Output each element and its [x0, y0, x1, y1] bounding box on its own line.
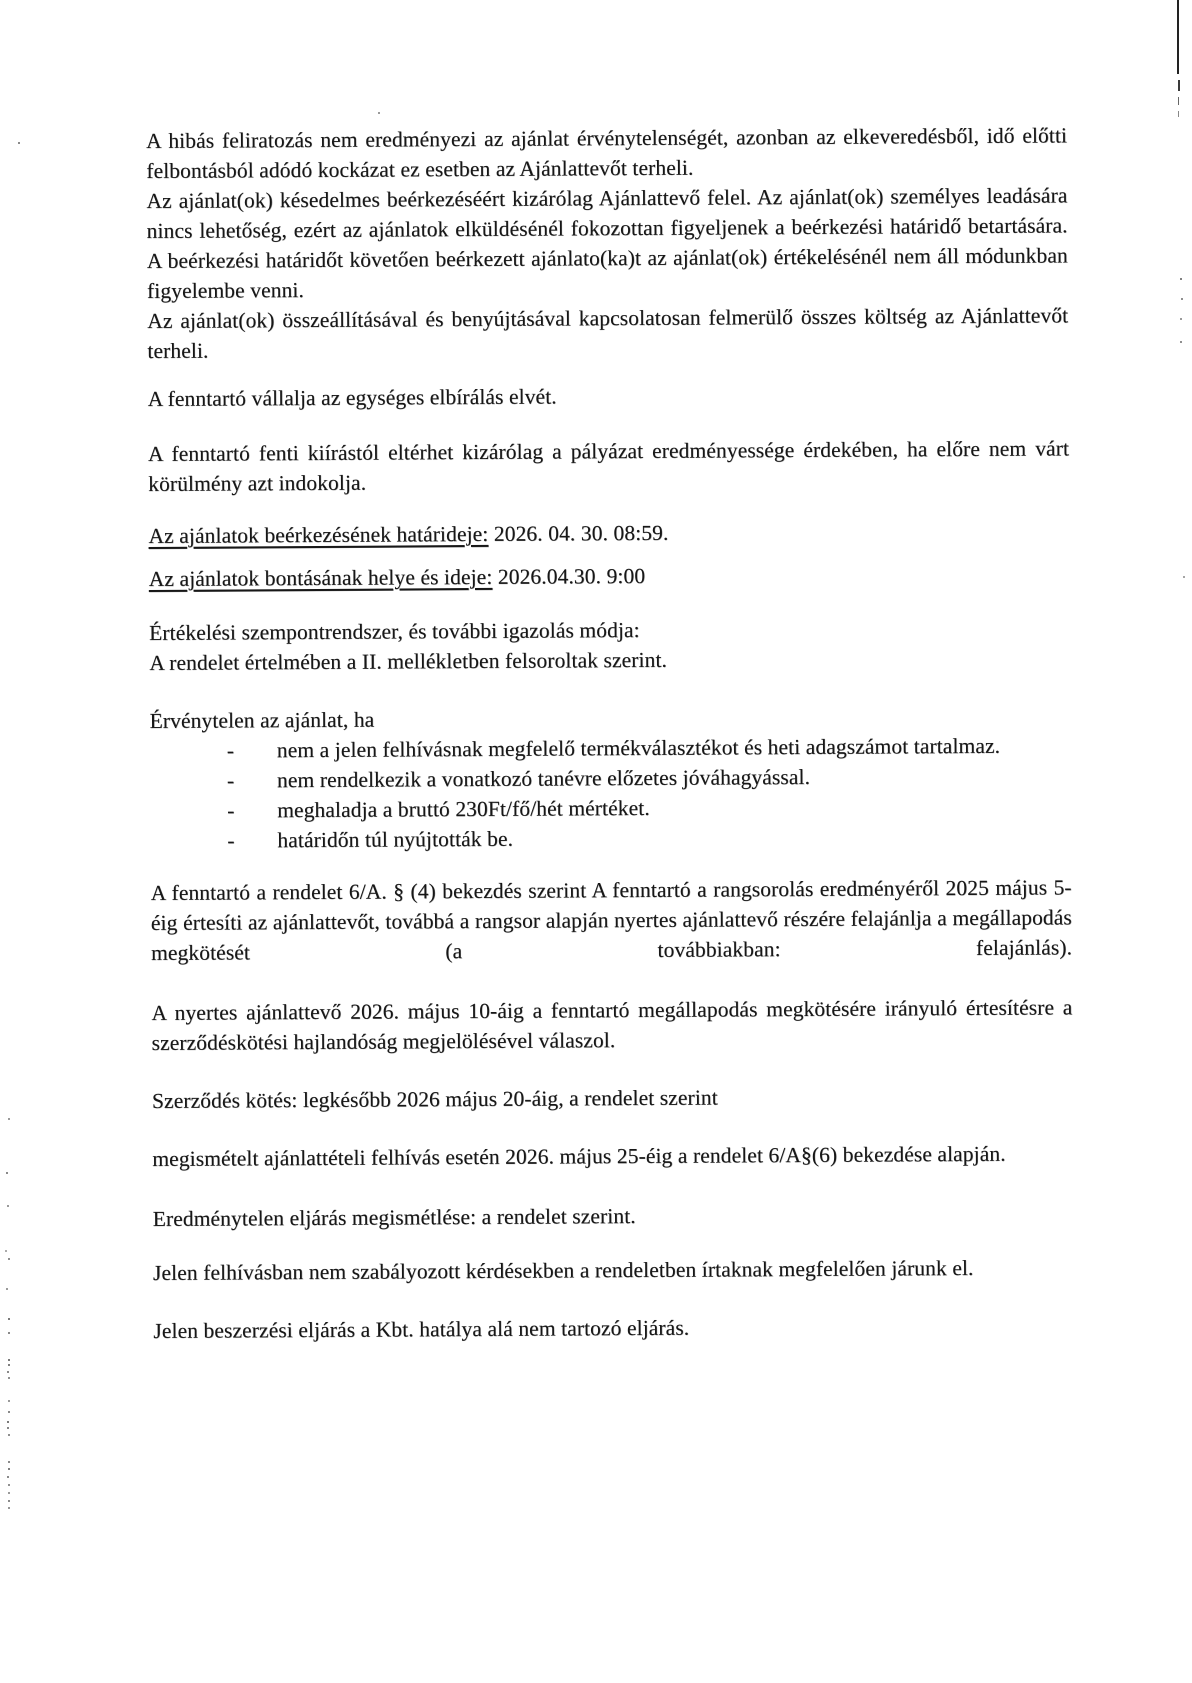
- deadline-heading: [148, 515, 1069, 551]
- paragraph-costs: Az ajánlat(ok) összeállításával és benyújtásával kapcsolatosan felmerülő összes költség az Ajánlattevőt terheli.: [147, 303, 1069, 363]
- scan-artifact-specks: [0, 0, 2, 2]
- list-item-text: meghaladja a bruttó 230Ft/fő/hét mértéket.: [277, 795, 650, 823]
- paragraph-unregulated-questions: Jelen felhívásban nem szabályozott kérdésekben a rendeletben írtaknak megfelelően járunk el.: [152, 1255, 974, 1285]
- list-item-text: nem a jelen felhívásnak megfelelő termékválasztékot és heti adagszámot tartalmaz.: [276, 733, 1001, 763]
- scan-artifact-edge-line: [1177, 0, 1179, 74]
- deadline-heading-value: 2026. 04. 30. 08:59.: [493, 520, 669, 546]
- opening-heading-value: 2026.04.30. 9:00: [497, 563, 646, 589]
- paragraph-winner-response: A nyertes ajánlattevő 2026. május 10-áig a fenntartó megállapodás megkötésére irányuló értesítésre a szerződéskötési hajlandóság megjelölésével válaszol.: [151, 995, 1073, 1055]
- paragraph-unsuccessful-procedure: Eredménytelen eljárás megismétlése: a rendelet szerint.: [152, 1204, 636, 1231]
- paragraph-ranking-notification: A fenntartó a rendelet 6/A. § (4) bekezdés szerint A fenntartó a rangsorolás eredményéről 2025 május 5-éig értesíti az ajánlattevőt, továbbá a rangsor alapján nyertes ajánlattevő részére felajánlja a megállapodás megkötését (a továbbiakban: felajánlás).: [150, 875, 1073, 965]
- opening-heading-label: Az ajánlatok bontásának helye és ideje:: [148, 564, 493, 591]
- invalid-offer-list: [150, 730, 1072, 856]
- list-item-text: határidőn túl nyújtották be.: [277, 826, 514, 853]
- deadline-heading-label: Az ajánlatok beérkezésének határideje:: [148, 521, 489, 548]
- dash-bullet-icon: -: [227, 828, 235, 853]
- scan-artifact-edge-line: [1178, 111, 1179, 117]
- list-item-text: nem rendelkezik a vonatkozó tanévre előzetes jóváhagyással.: [276, 764, 811, 793]
- paragraph-contract-signing: Szerződés kötés: legkésőbb 2026 május 20-áig, a rendelet szerint: [151, 1085, 718, 1113]
- invalid-offer-intro: Érvénytelen az ajánlat, ha: [149, 707, 375, 733]
- paragraph-late-arrival: Az ajánlat(ok) késedelmes beérkezéséért kizárólag Ajánlattevő felel. Az ajánlat(ok) személyes leadására nincs lehetőség, ezért az ajánlatok elküldésénél fokozottan figyeljenek a beérkezési határidő betartására. A beérkezési határidőt követően beérkezett ajánlato(ka)t az ajánlat(ok) értékelésénél nem áll módunkban figyelembe venni.: [146, 183, 1068, 303]
- scan-artifact-edge-line: [1178, 97, 1179, 105]
- document-body: [146, 120, 1074, 1346]
- dash-bullet-icon: -: [226, 768, 235, 793]
- dash-bullet-icon: -: [226, 738, 235, 763]
- paragraph-uniform-evaluation: A fenntartó vállalja az egységes elbírálás elvét.: [147, 384, 557, 411]
- paragraph-evaluation-criteria-body: A rendelet értelmében a II. mellékletben felsoroltak szerint.: [149, 647, 668, 675]
- dash-bullet-icon: -: [227, 798, 235, 823]
- paragraph-kbt-scope: Jelen beszerzési eljárás a Kbt. hatálya alá nem tartozó eljárás.: [153, 1315, 690, 1343]
- list-item: [150, 820, 1071, 856]
- scan-artifact-edge-line: [1178, 80, 1180, 91]
- paragraph-mislabeling-risk: A hibás feliratozás nem eredményezi az ajánlat érvénytelenségét, azonban az elkeveredésből, idő előtti felbontásból adódó kockázat ez esetben az Ajánlattevőt terheli.: [146, 123, 1068, 183]
- opening-heading: [149, 558, 1070, 594]
- paragraph-repeated-call: megismételt ajánlattételi felhívás esetén 2026. május 25-éig a rendelet 6/A§(6) bekezdése alapján.: [152, 1141, 1006, 1171]
- paragraph-deviation-clause: A fenntartó fenti kiírástól eltérhet kizárólag a pályázat eredményessége érdekében, ha előre nem várt körülmény azt indokolja.: [147, 436, 1070, 496]
- paragraph-evaluation-criteria-title: Értékelési szempontrendszer, és további igazolás módja:: [149, 617, 640, 645]
